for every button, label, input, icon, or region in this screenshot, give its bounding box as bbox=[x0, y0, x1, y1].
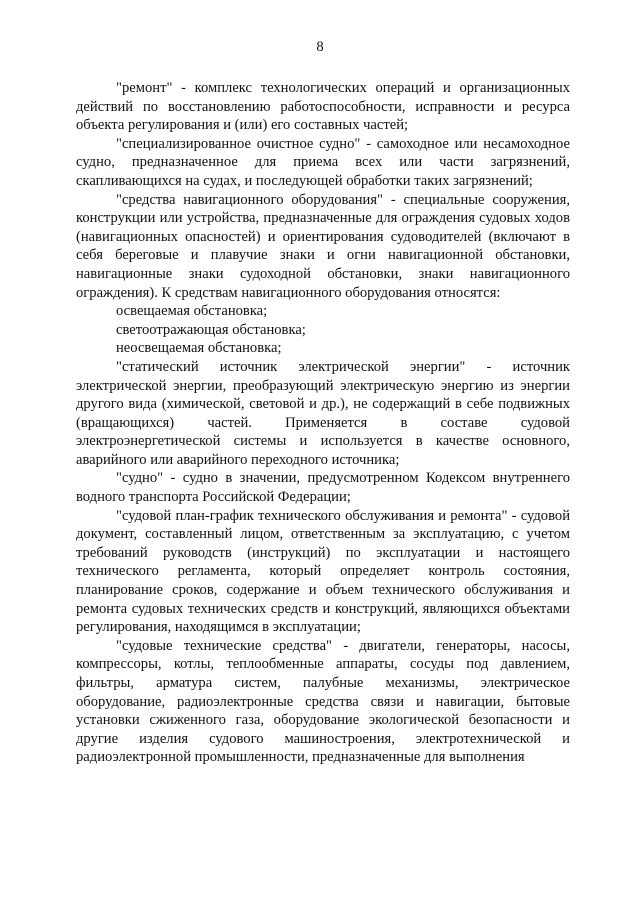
list-item-unlit-buoyage: неосвещаемая обстановка; bbox=[116, 340, 282, 357]
definition-paragraph-remont: "ремонт" - комплекс технологических операций и организационных действий по восстановлению работоспособности, исправности и ресурса объекта регулирования и (или) его составных частей; bbox=[76, 80, 570, 134]
definition-paragraph-static-power-source: "статический источник электрической энергии" - источник электрической энергии, преобразующий электрическую энергию из энергии другого вида (химической, световой и др.), не содержащий в себе подвижных (вращающихся) частей. Применяется в составе судовой электроэнергетической системы и используется в качестве основного, аварийного или аварийного переходного источника; bbox=[76, 358, 570, 468]
document-body bbox=[76, 79, 570, 767]
definition-paragraph-ship-technical-means: "судовые технические средства" - двигатели, генераторы, насосы, компрессоры, котлы, теплообменные аппараты, сосуды под давлением, фильтры, арматура систем, палубные механизмы, электрическое оборудование, радиоэлектронные средства связи и навигации, бытовые установки сжиженного газа, оборудование экологической безопасности и другие изделия судового машиностроения, электротехнической и радиоэлектронной промышленности, предназначенные для выполнения bbox=[76, 637, 570, 766]
definition-paragraph-cleaning-vessel: "специализированное очистное судно" - самоходное или несамоходное судно, предназначенное для приема всех или части загрязнений, скапливающихся на судах, и последующей обработки таких загрязнений; bbox=[76, 135, 570, 189]
definition-paragraph-maintenance-schedule: "судовой план-график технического обслуживания и ремонта" - судовой документ, составленный лицом, ответственным за эксплуатацию, с учетом требований руководств (инструкций) по эксплуатации и настоящего технического регламента, который определяет контроль состояния, планирование сроков, содержание и объем технического обслуживания и ремонта судовых технических средств и конструкций, являющихся объектами регулирования, находящимся в эксплуатации; bbox=[76, 507, 570, 636]
definition-paragraph-vessel: "судно" - судно в значении, предусмотренном Кодексом внутреннего водного транспорта Российской Федерации; bbox=[76, 470, 570, 506]
list-item-reflective-buoyage: светоотражающая обстановка; bbox=[116, 321, 306, 338]
page-number: 8 bbox=[316, 39, 324, 55]
definition-paragraph-navigation-equipment: "средства навигационного оборудования" - специальные сооружения, конструкции или устройства, предназначенные для ограждения судовых ходов (навигационных опасностей) и ориентирования судоводителей (включают в себя береговые и плавучие знаки и огни навигационной обстановки, навигационные знаки судоходной обстановки, знаки навигационного ограждения). К средствам навигационного оборудования относятся: bbox=[76, 191, 570, 301]
list-item-lit-buoyage: освещаемая обстановка; bbox=[116, 303, 268, 320]
